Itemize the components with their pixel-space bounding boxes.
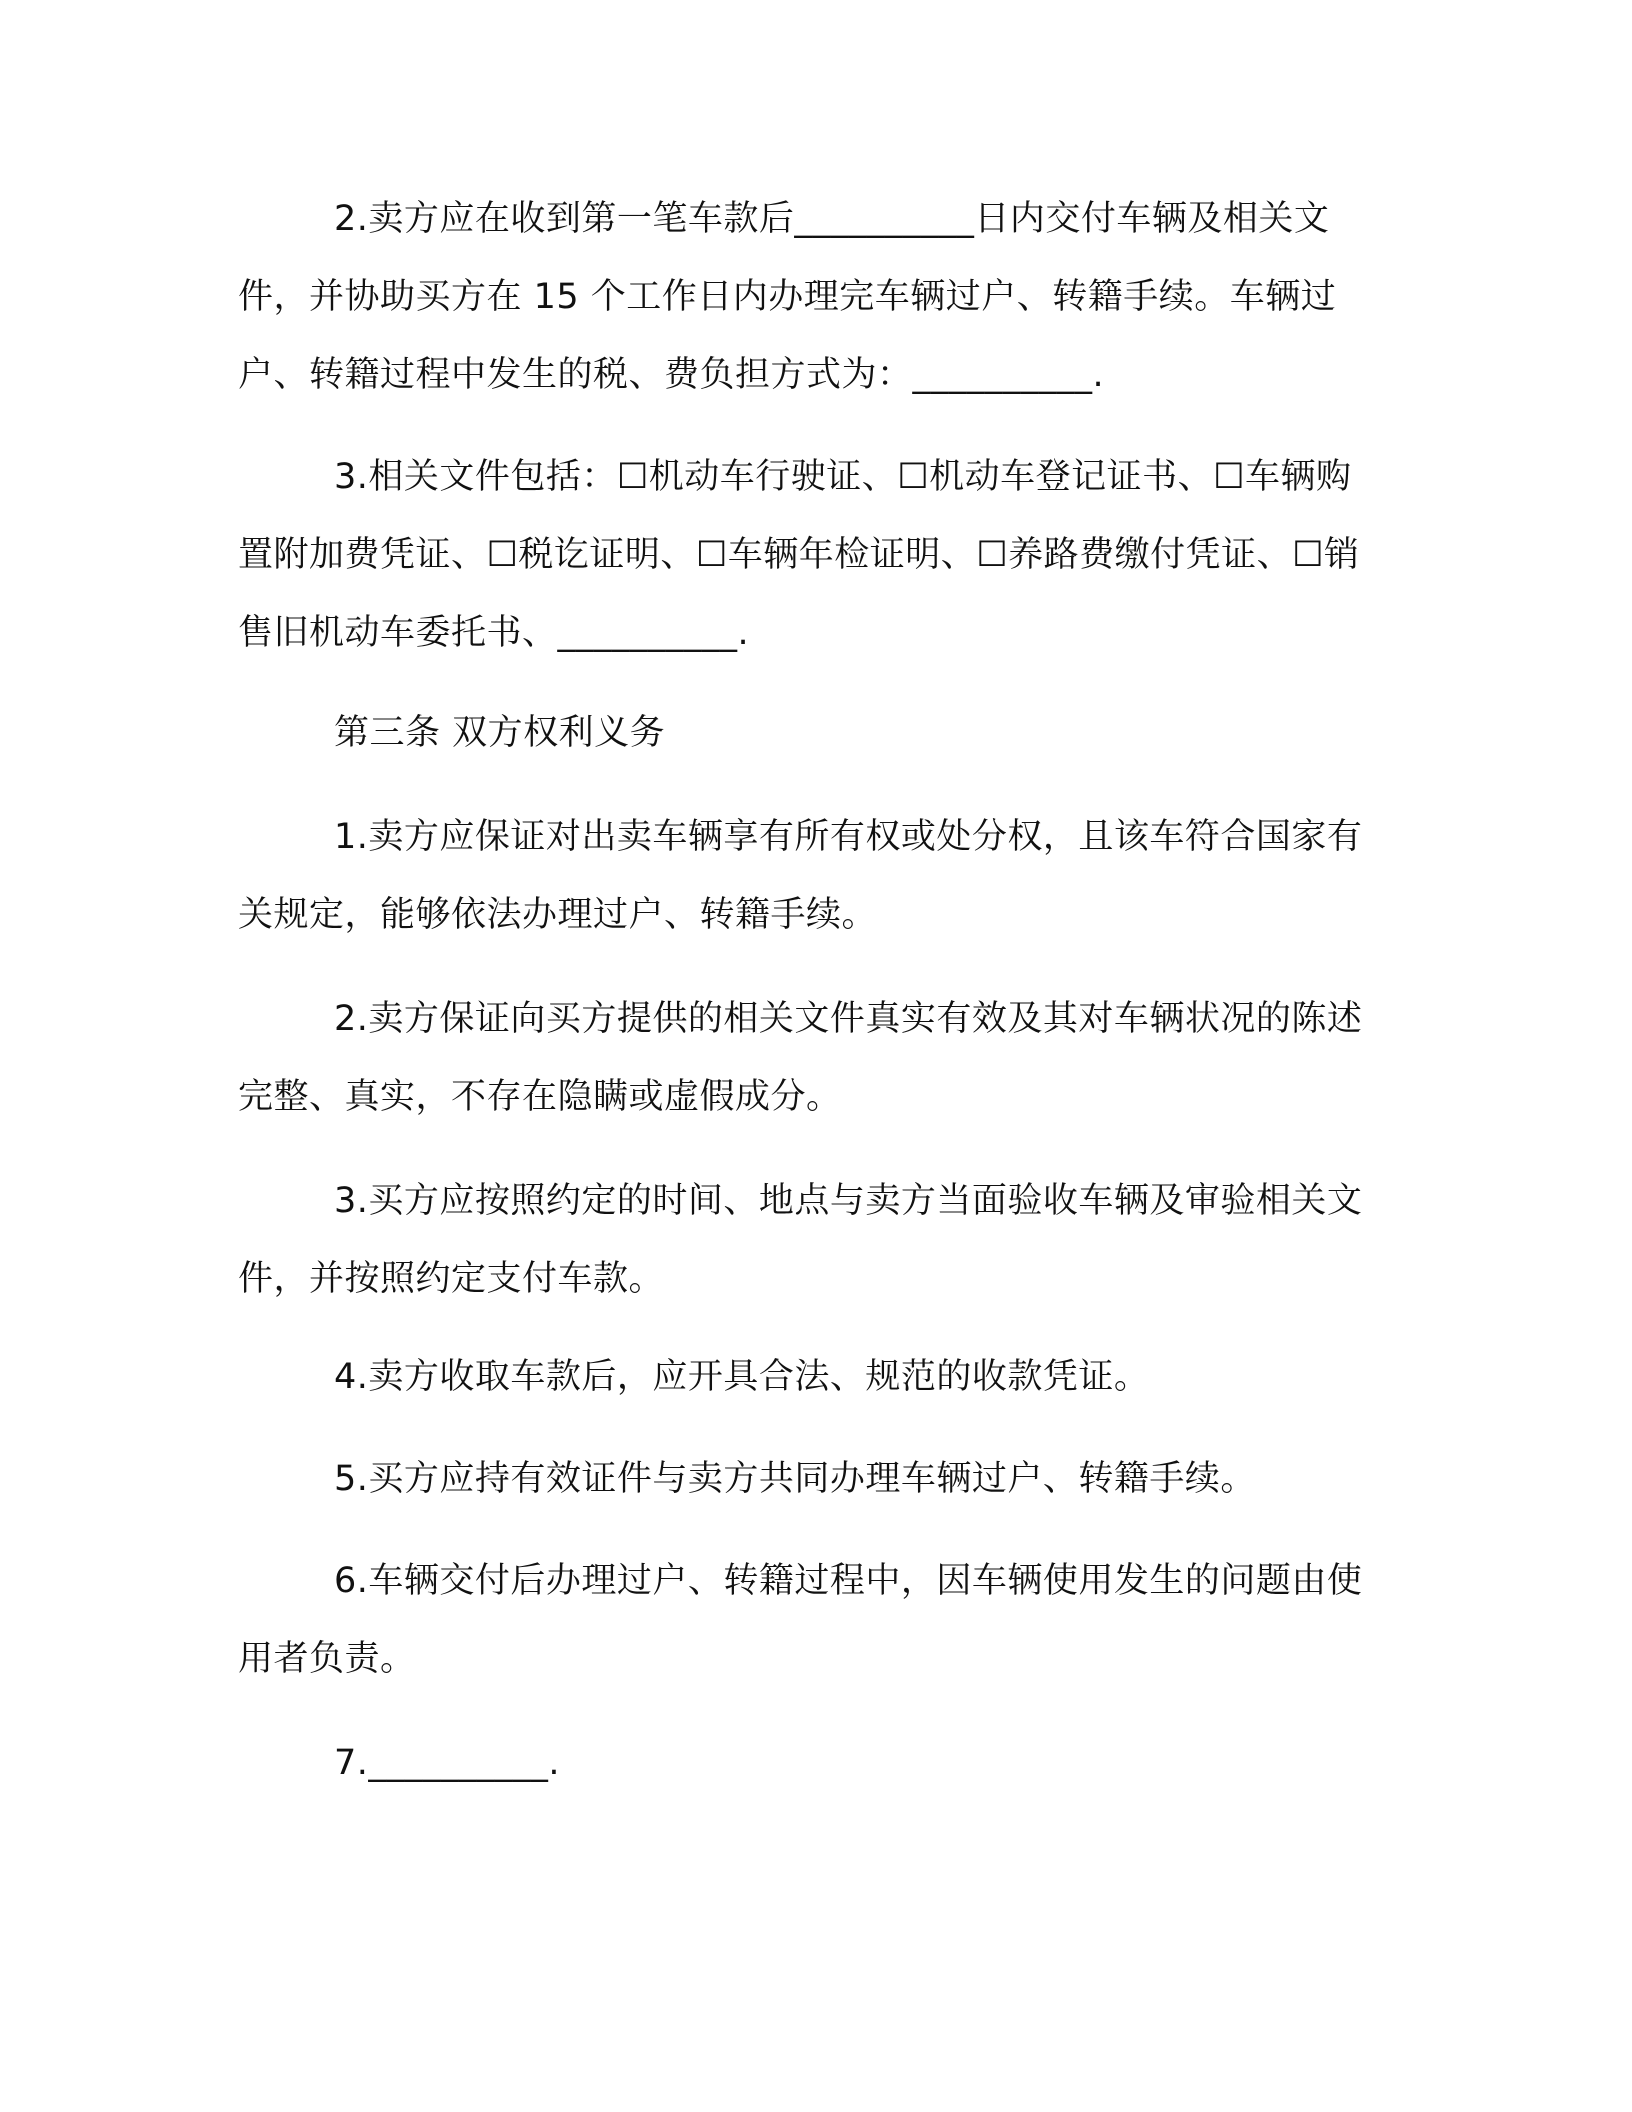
rights-item-1: 1.卖方应保证对出卖车辆享有所有权或处分权，且该车符合国家有关规定，能够依法办理过户、转籍手续。 [238, 817, 1363, 935]
clause-2-delivery-terms: 2.卖方应在收到第一笔车款后__________日内交付车辆及相关文件，并协助买方在 15 个工作日内办理完车辆过户、转籍手续。车辆过户、转籍过程中发生的税、费负担方式为：__________. [238, 199, 1337, 395]
clause-3-related-documents: 3.相关文件包括：☐机动车行驶证、☐机动车登记证书、☐车辆购置附加费凭证、☐税讫证明、☐车辆年检证明、☐养路费缴付凭证、☐销售旧机动车委托书、__________. [238, 457, 1360, 653]
rights-item-4: 4.卖方收取车款后，应开具合法、规范的收款凭证。 [334, 1357, 1150, 1397]
rights-item-5: 5.买方应持有效证件与卖方共同办理车辆过户、转籍手续。 [334, 1459, 1256, 1499]
rights-item-3: 3.买方应按照约定的时间、地点与卖方当面验收车辆及审验相关文件，并按照约定支付车款。 [238, 1181, 1363, 1299]
rights-item-6: 6.车辆交付后办理过户、转籍过程中，因车辆使用发生的问题由使用者负责。 [238, 1561, 1363, 1679]
rights-item-7: 7.__________. [334, 1743, 561, 1783]
rights-item-2: 2.卖方保证向买方提供的相关文件真实有效及其对车辆状况的陈述完整、真实，不存在隐瞒或虚假成分。 [238, 999, 1363, 1117]
article-3-heading: 第三条 双方权利义务 [334, 713, 666, 753]
